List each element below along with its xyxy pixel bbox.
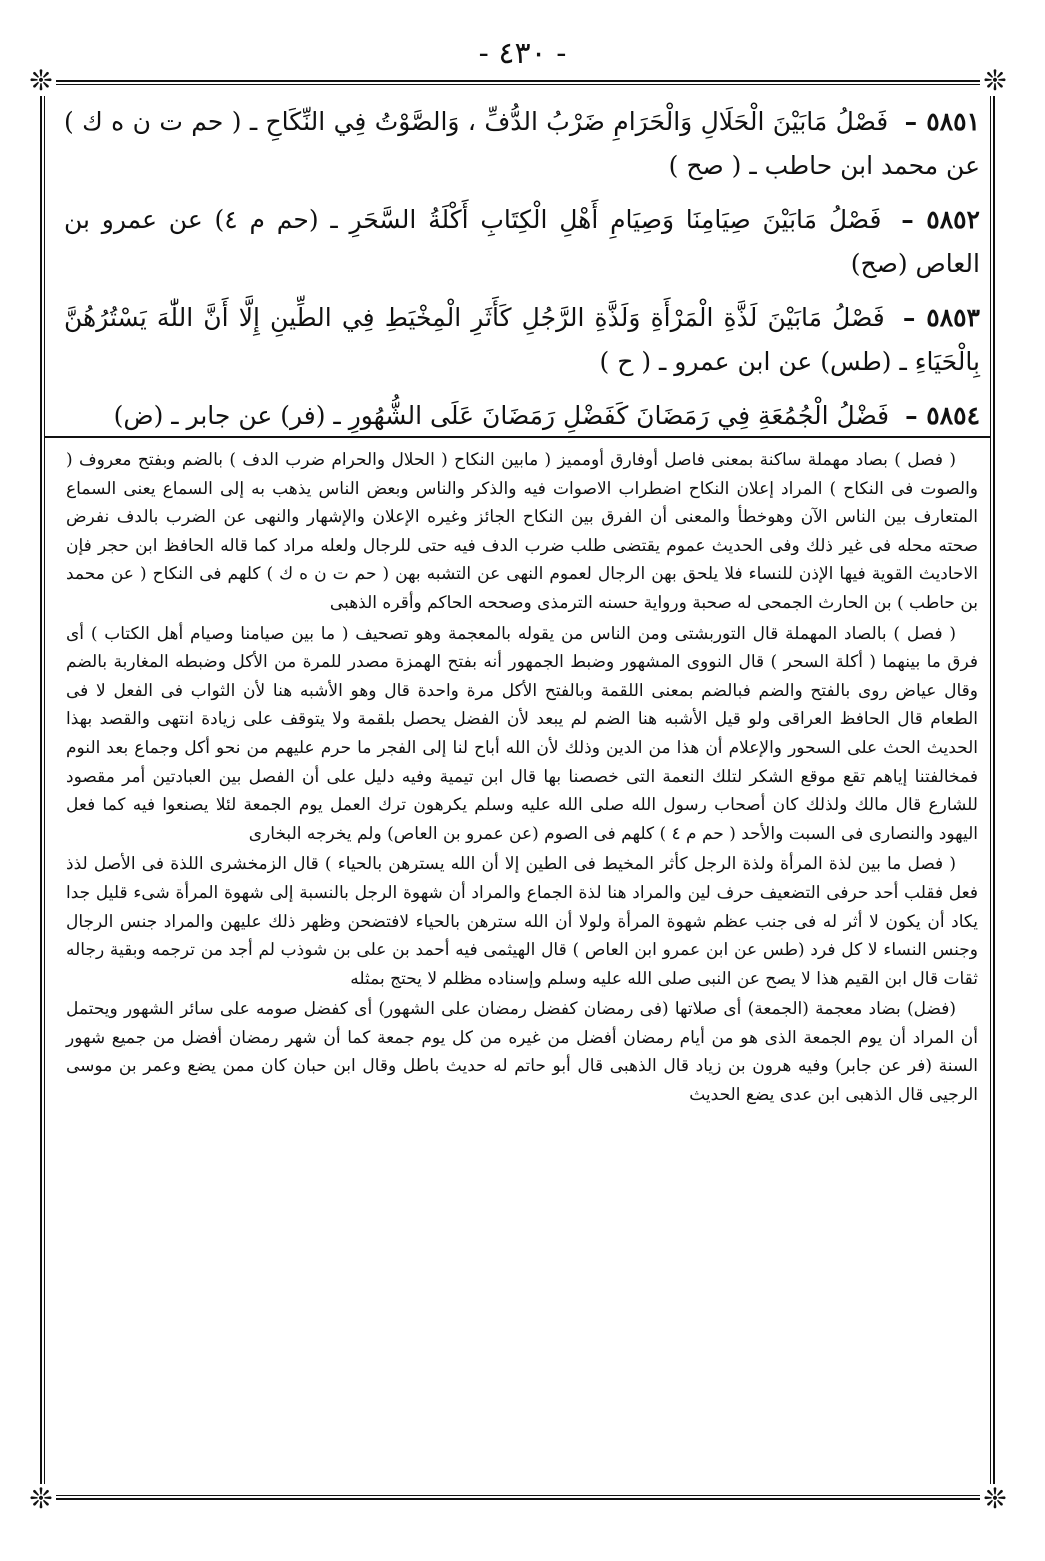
hadith-number: ٥٨٥٣ – bbox=[902, 303, 980, 332]
hadith-entry bbox=[64, 394, 980, 438]
commentary-paragraph: ( فصل ) بالصاد المهملة قال التوربشتى ومن الناس من يقوله بالمعجمة وهو تصحيف ( ما بين صيامنا وصيام أهل الكتاب ) أى فرق ما بينهما ( أكلة السحر ) قال النووى المشهور وضبط الجمهور أنه بفتح الهمزة مصدر للمرة من الأكل وضبطه المغاربة بالضم وقال عياض روى بالفتح والضم فبالضم بمعنى اللقمة وبالفتح الأكل مرة واحدة قال وهو الأشبه هنا لأن الثواب فى الفعل لا فى الطعام قال الحافظ العراقى ولو قيل الأشبه هنا الضم لم يبعد لأن الفضل يحصل بلقمة ولا يتوقف على زيادة انتهى والقصد بهذا الحديث الحث على السحور والإعلام أن هذا من الدين وذلك لأن الله أباح لنا إلى الفجر ما حرم عليهم من نحو أكل وجماع بعد النوم فمخالفتنا إياهم تقع موقع الشكر لتلك النعمة التى خصصنا بها قال ابن تيمية وفيه دليل على أن الفصل بين العبادتين أمر مقصود للشارع قال مالك ولذلك كان أصحاب رسول الله صلى الله عليه وسلم يكرهون ترك العمل يوم الجمعة لئلا يصنعوا فيه كما فعل اليهود والنصارى فى السبت والأحد ( حم م ٤ ) كلهم فى الصوم (عن عمرو بن العاص) ولم يخرجه البخارى bbox=[66, 623, 979, 844]
corner-ornament-icon: ❊ bbox=[26, 1484, 56, 1514]
hadith-text: فَصْلُ مَابَيْنَ الْحَلَالِ وَالْحَرَامِ ضَرْبُ الدُّفِّ ، وَالصَّوْتُ فِي النِّكَاحِ ـ ( حم ت ن ه ك ) عن محمد ابن حاطب ـ ( صح ) bbox=[64, 107, 980, 180]
commentary-section bbox=[66, 446, 978, 1486]
corner-ornament-icon: ❊ bbox=[980, 1484, 1010, 1514]
hadith-text: فَصْلُ مَابَيْنَ صِيَامِنَا وَصِيَامِ أَهْلِ الْكِتَابِ أَكْلَةُ السَّحَرِ ـ (حم م ٤) عن عمرو بن العاص (صح) bbox=[64, 205, 980, 278]
hadith-entry bbox=[64, 100, 980, 188]
hadith-number: ٥٨٥٤ – bbox=[905, 401, 980, 430]
commentary-paragraph: ( فصل ) بصاد مهملة ساكنة بمعنى فاصل أوفارق أومميز ( مابين النكاح ( الحلال والحرام ضرب الدف ) بالضم وبفتح معروف ( والصوت فى النكاح ) المراد إعلان النكاح اضطراب الاصوات فيه والذكر والناس وبعض الناس يذهب به إلى السماع يعنى السماع المتعارف بين الناس الآن وهوخطأ والمعنى أن الفرق بين النكاح الجائز وغيره الإعلان والإشهار والنهى عن الضرب بالدف نفرض صحته محله فى غير ذلك وفى الحديث عموم يقتضى طلب ضرب الدف فيه حتى للرجال ولعله مراد كما قاله الحافظ ابن حجر فإن الاحاديث القوية فيها الإذن للنساء فلا يلحق بهن الرجال لعموم النهى عن التشبه بهن ( حم ت ن ه ك ) كلهم فى النكاح ( عن محمد بن حاطب ) بن الحارث الجمحى له صحبة ورواية حسنه الترمذى وصححه الحاكم وأقره الذهبى bbox=[66, 450, 979, 613]
hadith-entry bbox=[64, 198, 980, 286]
hadith-section bbox=[64, 100, 980, 430]
corner-ornament-icon: ❊ bbox=[26, 66, 56, 96]
hadith-number: ٥٨٥١ – bbox=[904, 107, 980, 136]
hadith-number: ٥٨٥٢ – bbox=[901, 205, 980, 234]
hadith-text: فَضْلُ الْجُمُعَةِ فِي رَمَضَانَ كَفَضْلِ رَمَضَانَ عَلَى الشُّهُورِ ـ (فر) عن جابر ـ (ض) bbox=[113, 401, 890, 430]
hadith-entry bbox=[64, 296, 980, 384]
commentary-paragraph: (فضل) بضاد معجمة (الجمعة) أى صلاتها (فى رمضان كفضل رمضان على الشهور) أى كفضل صومه على سائر الشهور ويحتمل أن المراد أن يوم الجمعة الذى هو من أيام رمضان أفضل من غيره من كل يوم جمعة كما أن شهر رمضان أفضل من جميع شهور السنة (فر عن جابر) وفيه هرون بن زياد قال الذهبى قال أبو حاتم له حديث باطل وقال ابن حبان كان ممن يضع وعمر بن موسى الرجيى قال الذهبى ابن عدى يضع الحديث bbox=[66, 999, 978, 1106]
section-divider bbox=[44, 436, 991, 438]
hadith-text: فَصْلُ مَابَيْنَ لَذَّةِ الْمَرْأَةِ وَلَذَّةِ الرَّجُلِ كَأَثَرِ الْمِخْيَطِ فِي الطِّينِ إِلَّا أَنَّ اللّٰهَ يَسْتُرُهُنَّ بِالْحَيَاءِ ـ (طس) عن ابن عمرو ـ ( ح ) bbox=[64, 303, 980, 376]
corner-ornament-icon: ❊ bbox=[980, 66, 1010, 96]
page-number: - ٤٣٠ - bbox=[478, 36, 567, 71]
commentary-paragraph: ( فصل ما بين لذة المرأة ولذة الرجل كأثر المخيط فى الطين إلا أن الله يسترهن بالحياء ) قال الزمخشرى اللذة فى الأصل لذذ فعل فقلب أحد حرفى التضعيف حرف لين والمراد هنا لذة الجماع والمراد أن شهوة الرجل بالنسبة إلى شهوة المرأة شىء قليل جدا يكاد أن يكون لا أثر له فى جنب عظم شهوة المرأة ولولا أن الله سترهن بالحياء لافتضحن وظهر ذلك عليهن والمراد جنس الرجال وجنس النساء لا كل فرد (طس عن ابن عمرو ابن العاص ) قال الهيثمى فيه أحمد بن على بن شوذب لم أجد من ترجمه وبقية رجاله ثقات قال ابن القيم هذا لا يصح عن النبى صلى الله عليه وسلم وإسناده مظلم لا يحتج بمثله bbox=[66, 854, 978, 989]
